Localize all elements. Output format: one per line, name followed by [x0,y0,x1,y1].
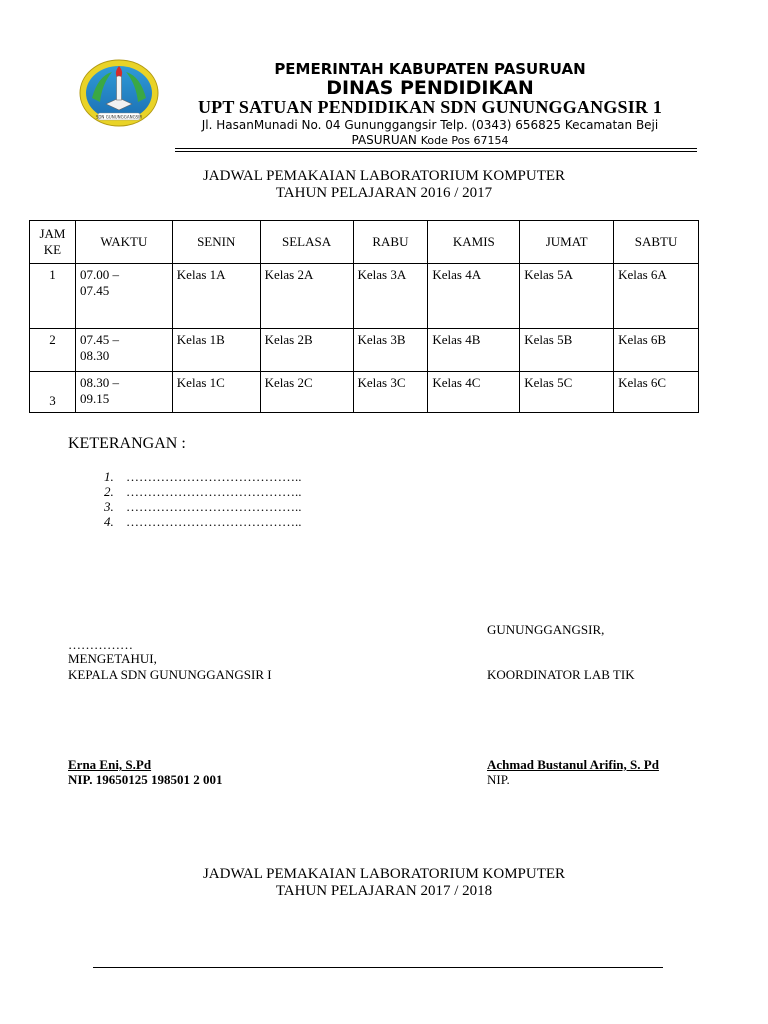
waktu-end: 08.30 [79,348,110,363]
header-selasa: SELASA [260,221,353,264]
header-rabu: RABU [353,221,428,264]
mengetahui-label: MENGETAHUI, [68,651,157,666]
list-text: ………………………………….. [126,514,302,529]
letterhead-government: PEMERINTAH KABUPATEN PASURUAN [274,60,586,78]
waktu-start: 07.00 – [79,267,119,282]
waktu-end: 09.15 [79,391,110,406]
waktu-end: 07.45 [79,283,110,298]
cell-jam: 1 [30,264,76,329]
header-ke: KE [43,242,62,257]
cell-jam: 2 [30,329,76,372]
cell-class: Kelas 5A [520,264,614,329]
schedule-title: JADWAL PEMAKAIAN LABORATORIUM KOMPUTER [202,168,566,184]
cell-class: Kelas 3C [353,372,428,413]
waktu-start: 08.30 – [79,375,119,390]
cell-jam: 3 [30,372,76,413]
cell-waktu [75,264,172,329]
waktu-start: 07.45 – [79,332,119,347]
list-text: ………………………………….. [126,484,302,499]
table-row [30,372,699,413]
list-text: ………………………………….. [126,469,302,484]
address-city: PASURUAN [351,133,417,147]
table-row [30,264,699,329]
address-postal: Kode Pos 67154 [420,134,509,147]
schedule-year-2017: TAHUN PELAJARAN 2017 / 2018 [275,883,493,899]
list-number: 3. [104,499,114,514]
koordinator-title: KOORDINATOR LAB TIK [487,667,635,682]
cell-class: Kelas 4A [428,264,520,329]
list-text: ………………………………….. [126,499,302,514]
cell-waktu [75,329,172,372]
koordinator-name: Achmad Bustanul Arifin, S. Pd [487,757,659,772]
keterangan-list [104,469,302,529]
cell-class: Kelas 6C [614,372,699,413]
signature-date-dots: …………… [68,637,133,652]
cell-class: Kelas 4B [428,329,520,372]
header-waktu: WAKTU [75,221,172,264]
list-number: 1. [104,469,114,484]
header-kamis: KAMIS [428,221,520,264]
table-header-row [30,221,699,264]
header-jam-ke [30,221,76,264]
header-sabtu: SABTU [614,221,699,264]
keterangan-label: KETERANGAN : [68,435,186,452]
cell-class: Kelas 2B [260,329,353,372]
cell-class: Kelas 2C [260,372,353,413]
header-jam: JAM [39,226,66,241]
kepala-nip: NIP. 19650125 198501 2 001 [68,772,223,787]
cell-class: Kelas 6A [614,264,699,329]
header-jumat: JUMAT [520,221,614,264]
cell-class: Kelas 4C [428,372,520,413]
school-logo [78,58,160,130]
kepala-title: KEPALA SDN GUNUNGGANGSIR I [68,667,272,682]
list-item [104,499,302,514]
letterhead-department: DINAS PENDIDIKAN [326,77,534,99]
koordinator-nip: NIP. [487,772,510,787]
cell-class: Kelas 1A [172,264,260,329]
letterhead-rule-second [175,151,697,152]
letterhead-school: UPT SATUAN PENDIDIKAN SDN GUNUNGGANGSIR 1 [197,97,663,117]
letterhead-rule-thin [175,148,697,149]
list-item [104,469,302,484]
bottom-rule [93,967,663,968]
cell-class: Kelas 2A [260,264,353,329]
schedule-title-2017: JADWAL PEMAKAIAN LABORATORIUM KOMPUTER [202,866,566,882]
cell-class: Kelas 3B [353,329,428,372]
schedule-year: TAHUN PELAJARAN 2016 / 2017 [275,185,493,201]
signature-place: GUNUNGGANGSIR, [487,622,605,637]
table-row [30,329,699,372]
cell-class: Kelas 6B [614,329,699,372]
list-item [104,514,302,529]
cell-class: Kelas 3A [353,264,428,329]
list-item [104,484,302,499]
schedule-table [29,220,699,413]
header-senin: SENIN [172,221,260,264]
kepala-name: Erna Eni, S.Pd [68,757,152,772]
cell-class: Kelas 5C [520,372,614,413]
letterhead-address-city [160,133,700,147]
cell-waktu [75,372,172,413]
list-number: 2. [104,484,114,499]
cell-class: Kelas 1B [172,329,260,372]
letterhead-address: Jl. HasanMunadi No. 04 Gununggangsir Telp. (0343) 656825 Kecamatan Beji [201,118,659,132]
logo-text: SDN GUNUNGGANGSIR [95,114,143,120]
cell-class: Kelas 1C [172,372,260,413]
list-number: 4. [104,514,114,529]
cell-class: Kelas 5B [520,329,614,372]
